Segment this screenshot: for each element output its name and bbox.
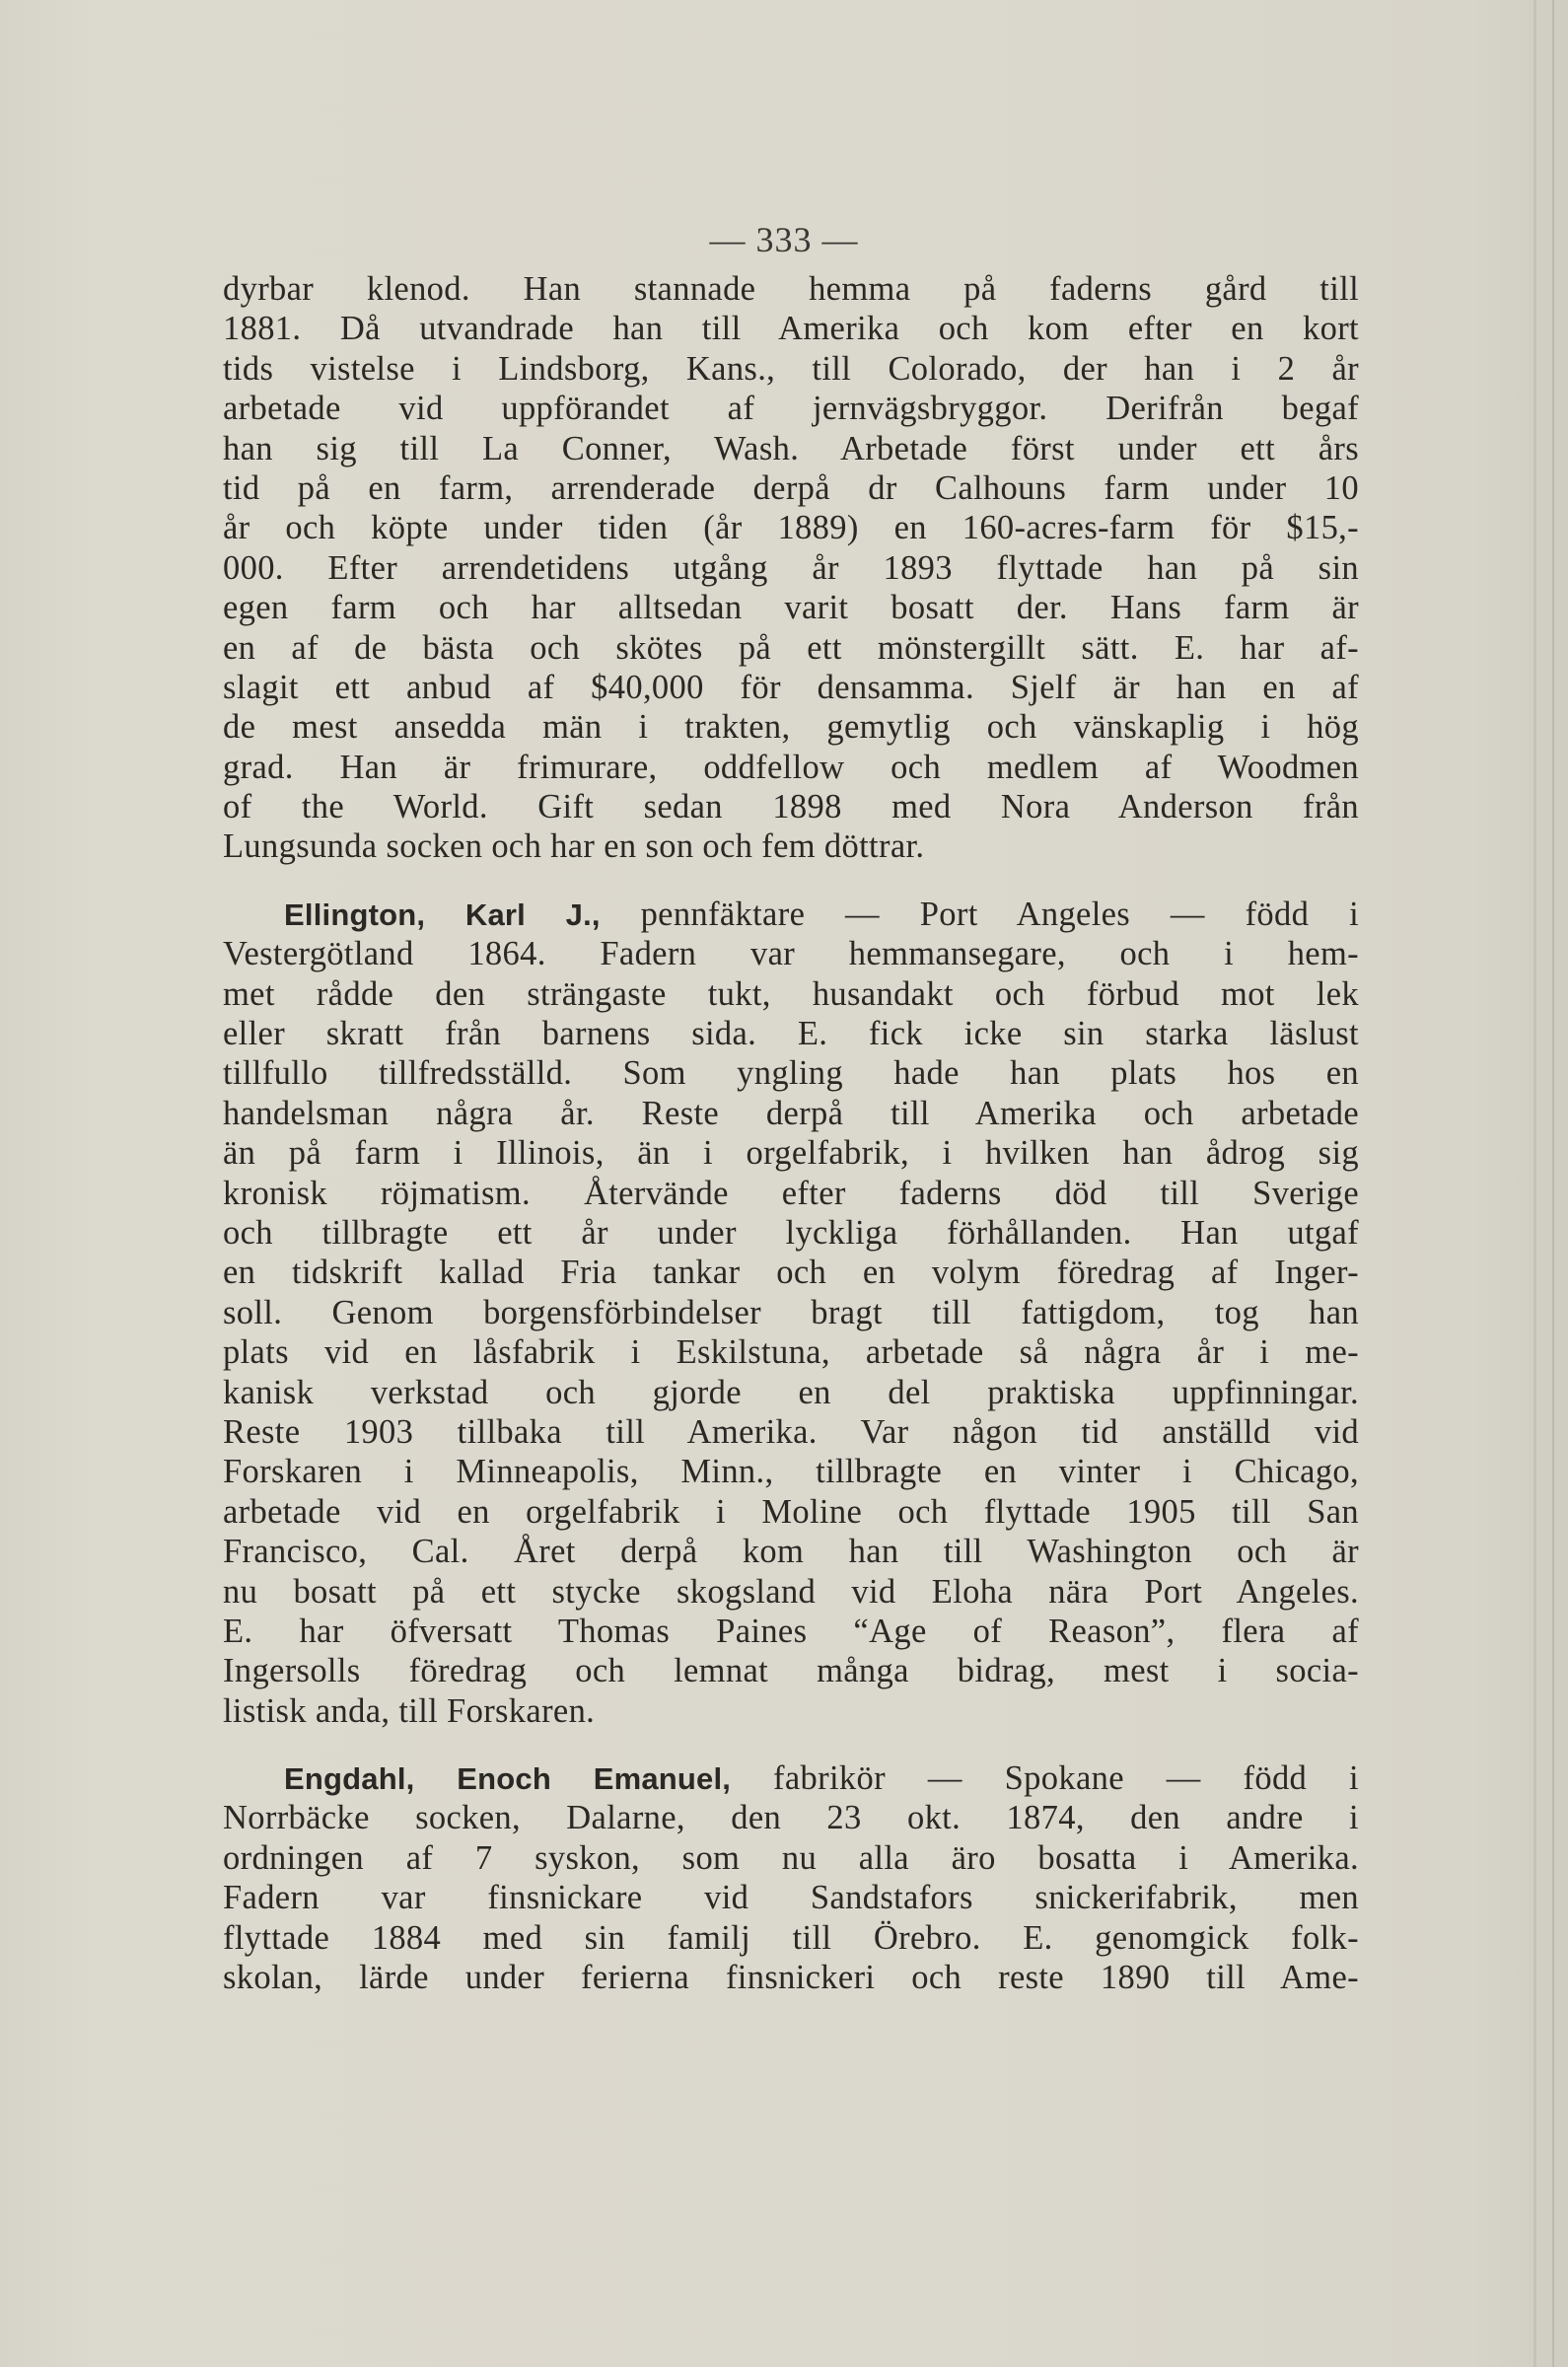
text-line: Vestergötland 1864. Fadern var hemmansegare, och i hem- [223, 935, 1359, 973]
text-line: Forskaren i Minneapolis, Minn., tillbragte en vinter i Chicago, [223, 1453, 1359, 1491]
page-edge-shadow [1533, 0, 1536, 2367]
text-line: en tidskrift kallad Fria tankar och en volym föredrag af Inger- [223, 1254, 1359, 1292]
text-line: nu bosatt på ett stycke skogsland vid Eloha nära Port Angeles. [223, 1572, 1359, 1611]
text-line: egen farm och har alltsedan varit bosatt der. Hans farm är [223, 589, 1359, 627]
text-line: 000. Efter arrendetidens utgång år 1893 flyttade han på sin [223, 548, 1359, 587]
text-line: och tillbragte ett år under lyckliga förhållanden. Han utgaf [223, 1213, 1359, 1252]
text-line: än på farm i Illinois, än i orgelfabrik, i hvilken han ådrog sig [223, 1134, 1359, 1173]
text-line: slagit ett anbud af $40,000 för densamma. Sjelf är han en af [223, 668, 1359, 706]
text-line: en af de bästa och skötes på ett mönstergillt sätt. E. har af- [223, 628, 1359, 667]
text-line: kronisk röjmatism. Återvände efter faderns död till Sverige [223, 1174, 1359, 1212]
page-edge-line [1552, 0, 1554, 2367]
text-line: tids vistelse i Lindsborg, Kans., till Colorado, der han i 2 år [223, 349, 1359, 388]
text-line: dyrbar klenod. Han stannade hemma på faderns gård till [223, 270, 1359, 308]
text-line: han sig till La Conner, Wash. Arbetade först under ett års [223, 429, 1359, 467]
text-line: eller skratt från barnens sida. E. fick icke sin starka läslust [223, 1015, 1359, 1053]
paragraph-gap [223, 1731, 1359, 1758]
text-line: tillfullo tillfredsställd. Som yngling hade han plats hos en [223, 1054, 1359, 1093]
text-line: år och köpte under tiden (år 1889) en 160-acres-farm för $15,- [223, 509, 1359, 547]
text-line: Reste 1903 tillbaka till Amerika. Var någon tid anställd vid [223, 1412, 1359, 1451]
page-number: — 333 — [709, 220, 859, 259]
text-line: plats vid en låsfabrik i Eskilstuna, arbetade så några år i me- [223, 1333, 1359, 1372]
text-line: soll. Genom borgensförbindelser bragt till fattigdom, tog han [223, 1293, 1359, 1331]
text-line: Ingersolls föredrag och lemnat många bidrag, mest i socia- [223, 1652, 1359, 1690]
entry-engdahl [223, 1758, 1359, 1997]
text-line: arbetade vid en orgelfabrik i Moline och flyttade 1905 till San [223, 1492, 1359, 1531]
text-block [223, 269, 1359, 1997]
entry-heading-line [223, 1758, 1359, 1798]
entry-name: Ellington, Karl J., [284, 897, 601, 932]
text-line: Francisco, Cal. Året derpå kom han till Washington och är [223, 1533, 1359, 1571]
text-line: handelsman några år. Reste derpå till Amerika och arbetade [223, 1094, 1359, 1132]
text-line: 1881. Då utvandrade han till Amerika och kom efter en kort [223, 310, 1359, 348]
text-line: Lungsunda socken och har en son och fem döttrar. [223, 827, 925, 866]
text-line: Fadern var finsnickare vid Sandstafors snickerifabrik, men [223, 1879, 1359, 1917]
text-line: listisk anda, till Forskaren. [223, 1691, 596, 1730]
text-line: skolan, lärde under ferierna finsnickeri och reste 1890 till Ame- [223, 1959, 1359, 1997]
text-line: flyttade 1884 med sin familj till Örebro. E. genomgick folk- [223, 1918, 1359, 1957]
text-line: kanisk verkstad och gjorde en del praktiska uppfinningar. [223, 1373, 1359, 1411]
entry-continuation [223, 269, 1359, 867]
entry-name: Engdahl, Enoch Emanuel, [284, 1761, 732, 1797]
text-line: de mest ansedda män i trakten, gemytlig och vänskaplig i hög [223, 708, 1359, 747]
entry-heading-rest: fabrikör — Spokane — född i [773, 1759, 1359, 1798]
text-line: met rådde den strängaste tukt, husandakt och förbud mot lek [223, 974, 1359, 1013]
text-line: tid på en farm, arrenderade derpå dr Calhouns farm under 10 [223, 468, 1359, 507]
text-line: grad. Han är frimurare, oddfellow och medlem af Woodmen [223, 748, 1359, 786]
text-line: arbetade vid uppförandet af jernvägsbryggor. Derifrån begaf [223, 390, 1359, 428]
entry-heading-rest: pennfäktare — Port Angeles — född i [640, 895, 1360, 933]
paragraph-gap [223, 867, 1359, 895]
entry-ellington [223, 895, 1359, 1731]
entry-heading-line [223, 895, 1359, 934]
text-line: of the World. Gift sedan 1898 med Nora Anderson från [223, 788, 1359, 826]
text-line: Norrbäcke socken, Dalarne, den 23 okt. 1874, den andre i [223, 1799, 1359, 1837]
text-line: ordningen af 7 syskon, som nu alla äro bosatta i Amerika. [223, 1838, 1359, 1877]
text-line: E. har öfversatt Thomas Paines “Age of Reason”, flera af [223, 1612, 1359, 1650]
